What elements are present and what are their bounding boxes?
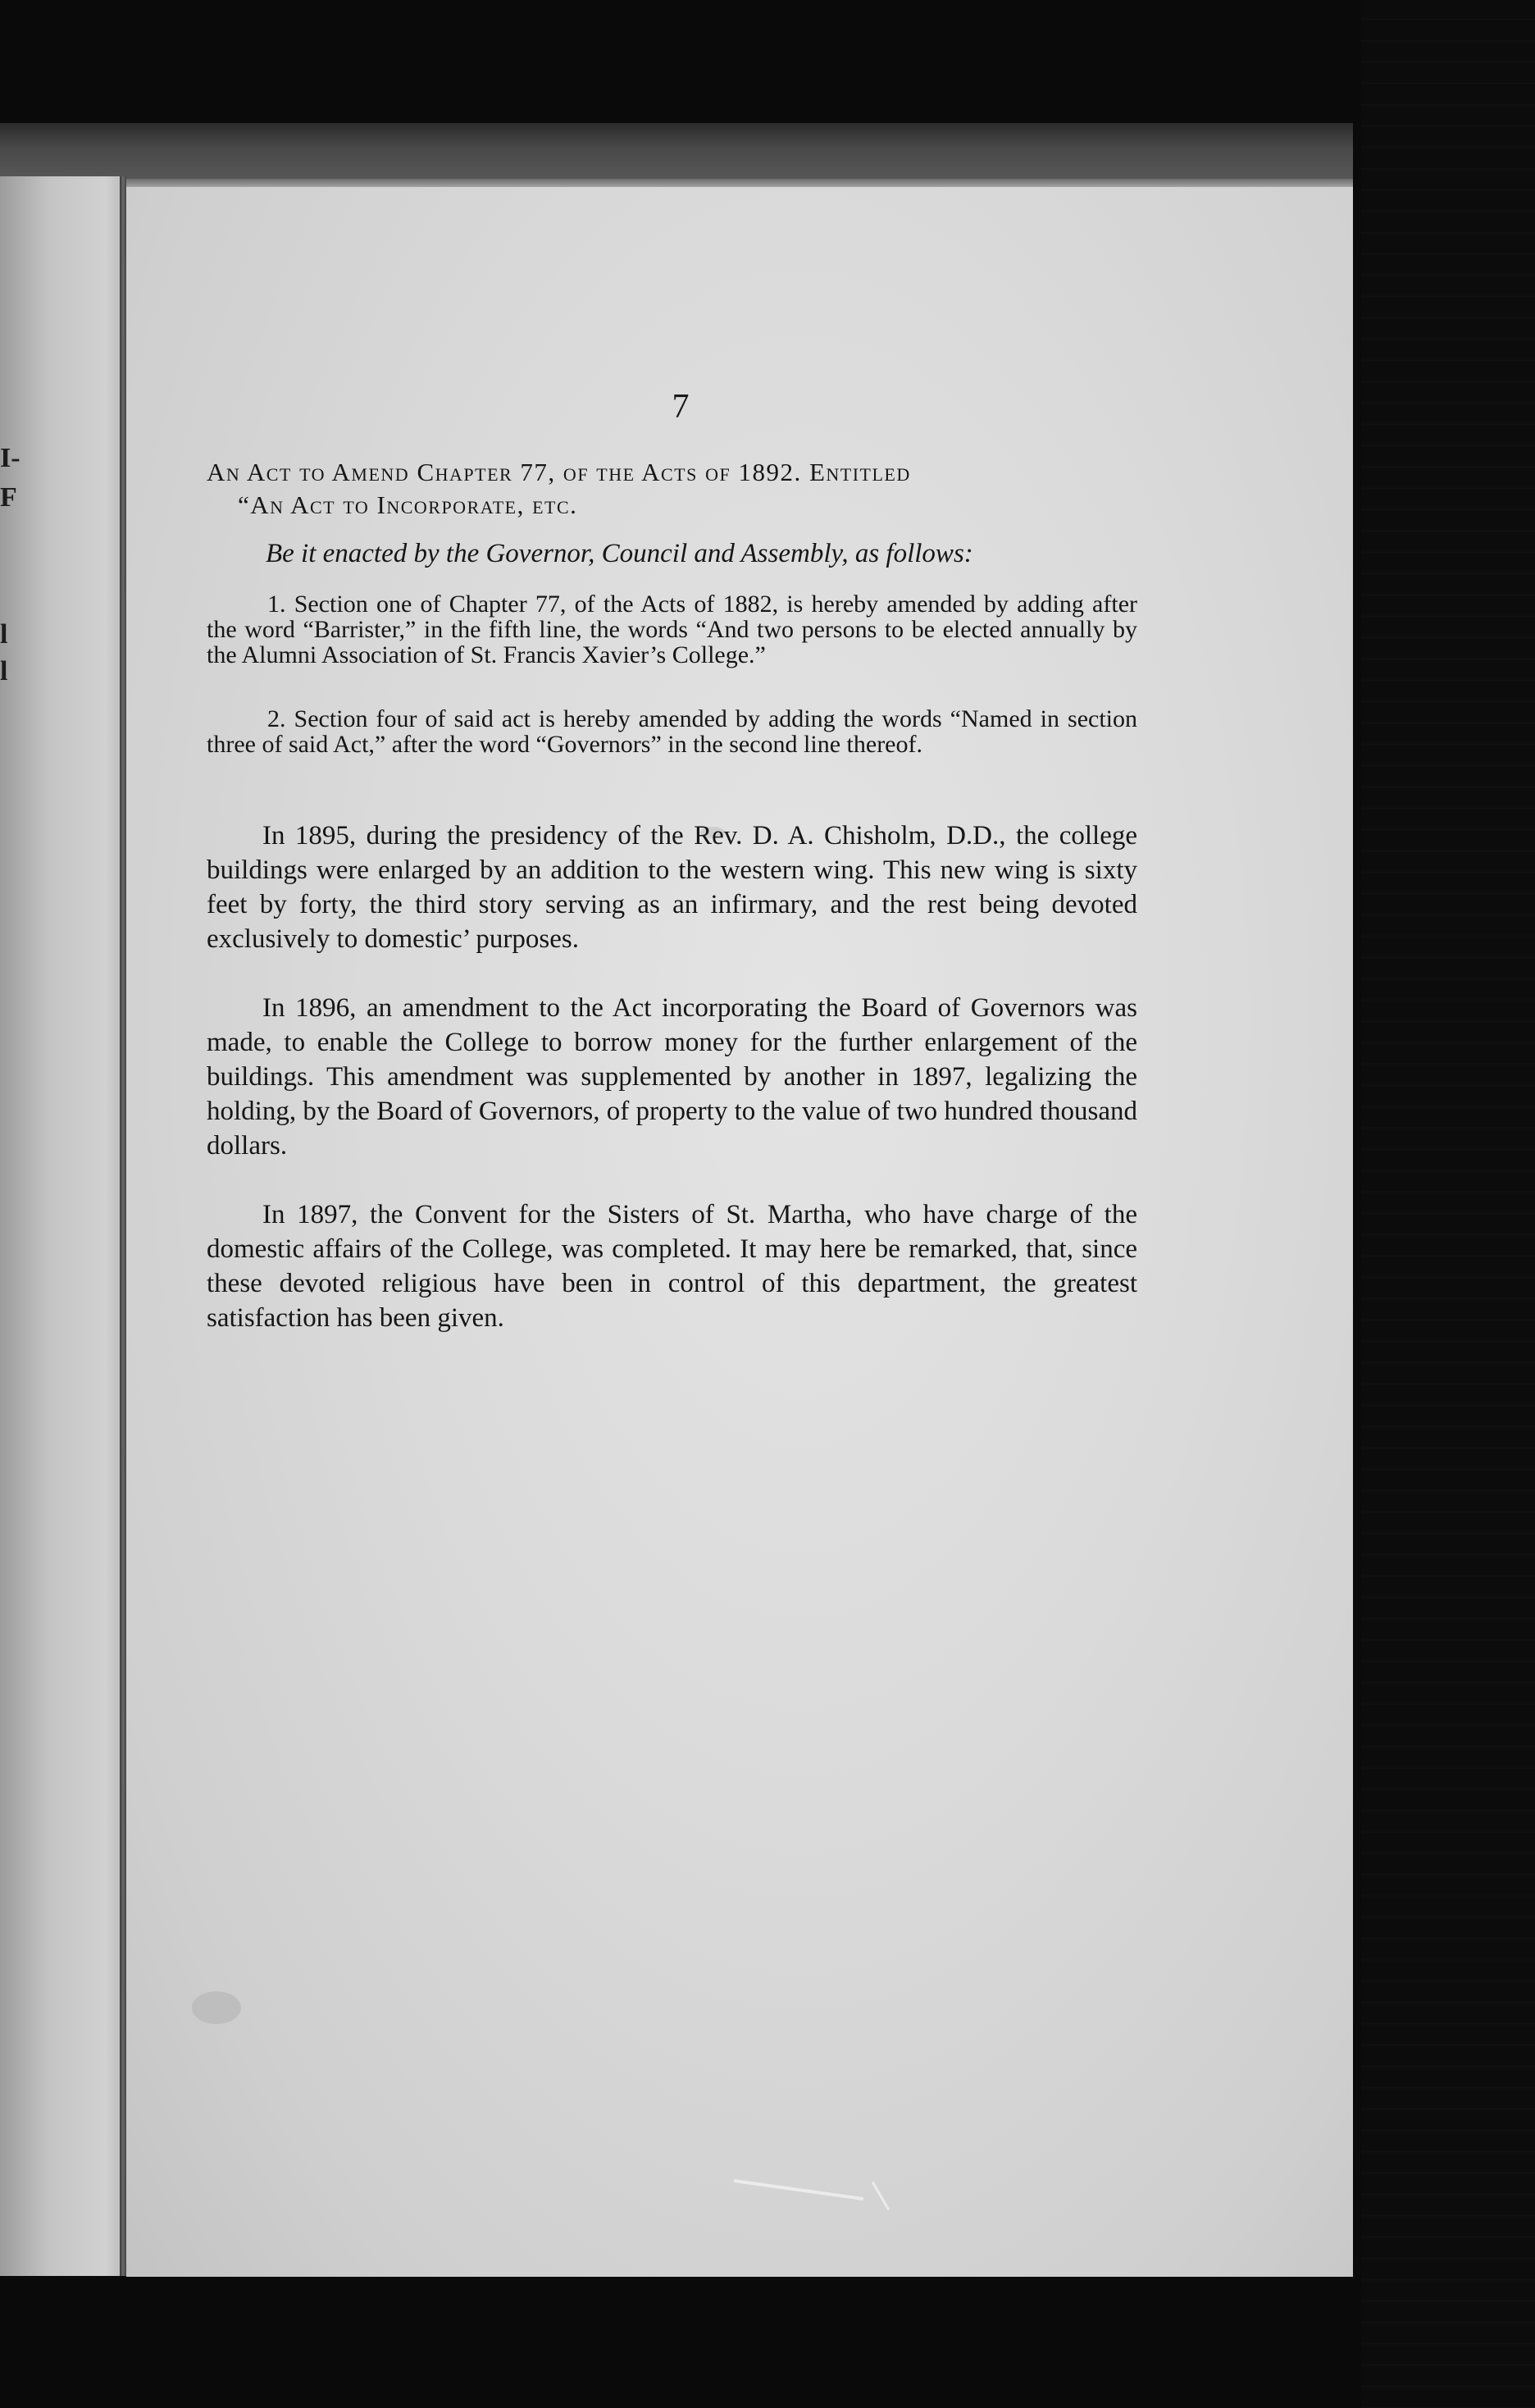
body-paragraph-1896: In 1896, an amendment to the Act incorporating the Board of Governors was made, to enable the College to borrow money for the further enlargement of the buildings. This amendment was supplemented by another in 1897, legalizing the holding, by the Board of Governors, of property to the value of two hundred thousand dollars.: [207, 993, 1137, 1161]
body-paragraph-1895: In 1895, during the presidency of the Rev. D. A. Chisholm, D.D., the college buildings were enlarged by an addition to the western wing. This new wing is sixty feet by forty, the third story serving as an infirmary, and the rest being devoted exclusively to domestic’ purposes.: [207, 821, 1137, 954]
body-paragraph-1897: In 1897, the Convent for the Sisters of St. Martha, who have charge of the domestic affairs of the College, was completed. It may here be remarked, that, since these devoted religious have been in control of this department, the greatest satisfaction has been given.: [207, 1200, 1137, 1333]
left-page-fragment-text: F: [0, 482, 17, 513]
act-title-line-2: “An Act to Incorporate, etc.: [238, 490, 578, 519]
previous-page-fragment: [0, 176, 123, 2276]
act-section-1: 1. Section one of Chapter 77, of the Acts of 1882, is hereby amended by adding after the word “Barrister,” in the fifth line, the words “And two persons to be elected annually by the Alumni Association of St. Francis Xavier’s College.”: [207, 591, 1137, 668]
film-edge-texture: [1361, 0, 1535, 2408]
film-scratch: [872, 2181, 890, 2210]
page-number: 7: [672, 388, 690, 426]
act-title: [207, 456, 1137, 522]
page-smudge: [192, 1991, 241, 2024]
enacting-clause: Be it enacted by the Governor, Council and Assembly, as follows:: [266, 539, 973, 568]
act-title-line-1: An Act to Amend Chapter 77, of the Acts of 1892. Entitled: [207, 458, 911, 486]
left-page-fragment-text: I-: [0, 443, 20, 473]
film-scratch: [734, 2179, 864, 2200]
left-page-fragment-text: l: [0, 656, 8, 686]
act-section-2: 2. Section four of said act is hereby amended by adding the words “Named in section three of said Act,” after the word “Governors” in the second line thereof.: [207, 705, 1137, 758]
book-spine: [120, 176, 126, 2276]
left-page-fragment-text: l: [0, 619, 8, 650]
